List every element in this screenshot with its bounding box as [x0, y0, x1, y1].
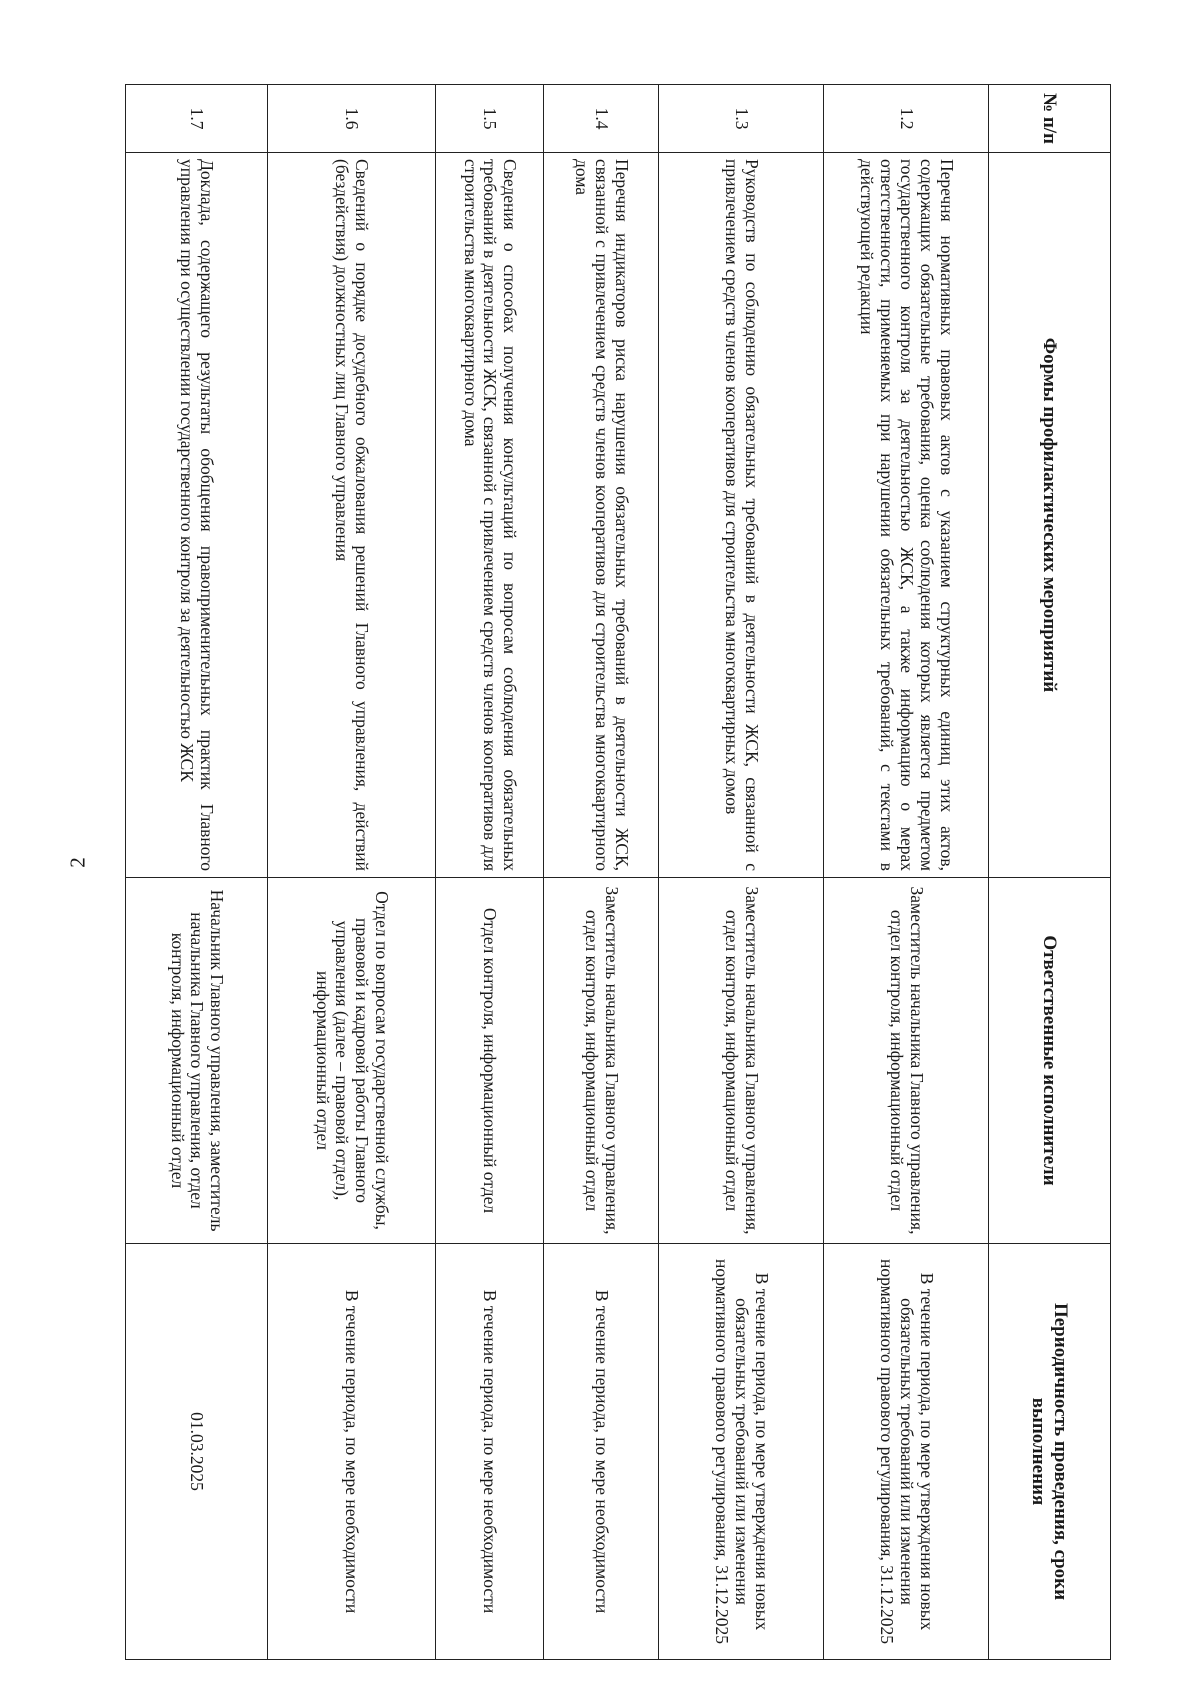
row-number: 1.5: [436, 85, 544, 153]
table-row: [659, 85, 824, 1660]
row-executors: Отдел контроля, информационный отдел: [436, 878, 544, 1244]
row-executors: Начальник Главного управления, заместитель начальника Главного управления, отдел контроля, информационный отдел: [126, 878, 268, 1244]
row-form: Сведения о способах получения консультаций по вопросам соблюдения обязательных требований в деятельности ЖСК, связанной с привлечением средств членов кооперативов для строительства многоквартирного дома: [436, 153, 544, 878]
row-period: В течение периода, по мере утверждения новых обязательных требований или изменения нормативного правового регулирования, 31.12.2025: [824, 1244, 989, 1660]
table-row: [126, 85, 268, 1660]
header-period: Периодичность проведения, сроки выполнения: [989, 1244, 1111, 1660]
row-number: 1.7: [126, 85, 268, 153]
row-executors: Заместитель начальника Главного управления, отдел контроля, информационный отдел: [824, 878, 989, 1244]
row-executors: Заместитель начальника Главного управления, отдел контроля, информационный отдел: [544, 878, 659, 1244]
table-row: [268, 85, 436, 1660]
table-row: [544, 85, 659, 1660]
row-period: 01.03.2025: [126, 1244, 268, 1660]
row-form: Сведений о порядке досудебного обжалования решений Главного управления, действий (бездействия) должностных лиц Главного управления: [268, 153, 436, 878]
table-row: [436, 85, 544, 1660]
row-executors: Заместитель начальника Главного управления, отдел контроля, информационный отдел: [659, 878, 824, 1244]
header-num: № п/п: [989, 85, 1111, 153]
header-form: Формы профилактических мероприятий: [989, 153, 1111, 878]
row-form: Доклада, содержащего результаты обобщения правоприменительных практик Главного управления при осуществлении государственного контроля за деятельностью ЖСК: [126, 153, 268, 878]
row-period: В течение периода, по мере утверждения новых обязательных требований или изменения нормативного правового регулирования, 31.12.2025: [659, 1244, 824, 1660]
rotated-table-container: [126, 84, 1111, 1659]
table-row: [824, 85, 989, 1660]
row-number: 1.3: [659, 85, 824, 153]
row-form: Перечня индикаторов риска нарушения обязательных требований в деятельности ЖСК, связанной с привлечением средств членов кооперативов для строительства многоквартирного дома: [544, 153, 659, 878]
row-number: 1.6: [268, 85, 436, 153]
row-form: Перечня нормативных правовых актов с указанием структурных единиц этих актов, содержащих обязательные требования, оценка соблюдения которых является предметом государственного контроля за деятельностью ЖСК, а также информацию о мерах ответственности, применяемых при нарушении обязательных требований, с текстами в действующей редакции: [824, 153, 989, 878]
row-period: В течение периода, по мере необходимости: [544, 1244, 659, 1660]
header-executors: Ответственные исполнители: [989, 878, 1111, 1244]
row-period: В течение периода, по мере необходимости: [436, 1244, 544, 1660]
row-period: В течение периода, по мере необходимости: [268, 1244, 436, 1660]
row-form: Руководств по соблюдению обязательных требований в деятельности ЖСК, связанной с привлечением средств членов кооперативов для строительства многоквартирных домов: [659, 153, 824, 878]
row-number: 1.2: [824, 85, 989, 153]
page-number: 2: [65, 857, 90, 868]
row-executors: Отдел по вопросам государственной службы, правовой и кадровой работы Главного управления (далее – правовой отдел), информационный отдел: [268, 878, 436, 1244]
prevention-plan-table: [125, 84, 1111, 1660]
table-header-row: [989, 85, 1111, 1660]
row-number: 1.4: [544, 85, 659, 153]
